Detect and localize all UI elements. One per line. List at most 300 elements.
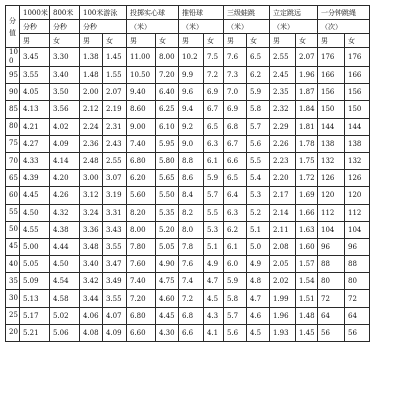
- score-value: [6, 273, 20, 290]
- table-cell: 5.60: [127, 187, 156, 204]
- table-cell: 3.56: [50, 101, 80, 118]
- gender-label: 女: [156, 34, 179, 48]
- table-cell: 1.38: [80, 48, 103, 67]
- score-value: [6, 152, 20, 169]
- table-cell: 4.75: [156, 273, 179, 290]
- score-value: [6, 221, 20, 238]
- table-cell: 1.45: [296, 324, 318, 341]
- table-cell: 5.02: [50, 307, 80, 324]
- table-cell: 176: [345, 48, 370, 67]
- item-name-standing-long-jump: 立定跳远: [270, 6, 318, 20]
- table-row: [6, 307, 370, 324]
- table-cell: 1.55: [103, 67, 127, 84]
- table-cell: 5.20: [156, 221, 179, 238]
- table-cell: 5.4: [247, 170, 270, 187]
- table-cell: 1.81: [296, 118, 318, 135]
- score-value-part: 25: [9, 311, 18, 320]
- table-cell: 2.19: [103, 101, 127, 118]
- gender-label: 男: [127, 34, 156, 48]
- table-cell: 120: [345, 187, 370, 204]
- table-cell: 5.2: [247, 204, 270, 221]
- score-value-part: 60: [9, 190, 18, 199]
- item-unit-triple-frog-jump: （米）: [224, 20, 270, 34]
- table-cell: 6.3: [204, 135, 224, 152]
- table-cell: 4.44: [50, 238, 80, 255]
- score-table: [5, 5, 370, 342]
- table-cell: 6.25: [156, 101, 179, 118]
- score-value-part: 55: [9, 208, 18, 217]
- table-cell: 156: [318, 84, 345, 101]
- score-value-part: 20: [9, 328, 18, 337]
- gender-label: 男: [224, 34, 247, 48]
- score-value-part: 0: [9, 57, 14, 65]
- table-cell: 1.72: [296, 170, 318, 187]
- score-value: [6, 170, 20, 187]
- table-cell: 7.40: [127, 135, 156, 152]
- table-cell: 4.8: [247, 273, 270, 290]
- score-value-part: 50: [9, 225, 18, 234]
- table-cell: 1.66: [296, 204, 318, 221]
- table-cell: 10.2: [179, 48, 204, 67]
- score-value: [6, 118, 20, 135]
- score-value-part: 80: [9, 122, 18, 131]
- table-cell: 7.0: [224, 84, 247, 101]
- table-cell: 8.8: [179, 152, 204, 169]
- table-cell: 6.5: [224, 170, 247, 187]
- table-cell: 4.39: [20, 170, 50, 187]
- table-cell: 1.96: [270, 307, 296, 324]
- score-value: [6, 307, 20, 324]
- score-value-part: 70: [9, 156, 18, 165]
- table-cell: 7.20: [156, 67, 179, 84]
- table-cell: 2.26: [270, 135, 296, 152]
- table-cell: 5.9: [224, 273, 247, 290]
- table-cell: 7.3: [224, 67, 247, 84]
- item-name-shot-put: 推铅球: [179, 6, 224, 20]
- table-cell: 6.9: [204, 84, 224, 101]
- table-cell: 3.19: [103, 187, 127, 204]
- table-cell: 2.43: [103, 135, 127, 152]
- table-cell: 2.31: [103, 118, 127, 135]
- table-cell: 9.2: [179, 118, 204, 135]
- table-cell: 56: [345, 324, 370, 341]
- table-cell: 7.60: [127, 256, 156, 273]
- table-cell: 4.08: [80, 324, 103, 341]
- table-cell: 4.58: [50, 290, 80, 307]
- table-cell: 9.4: [179, 101, 204, 118]
- table-cell: 5.95: [156, 135, 179, 152]
- table-cell: 6.4: [224, 187, 247, 204]
- score-label-char: 值: [9, 28, 16, 37]
- table-cell: 7.6: [224, 48, 247, 67]
- table-cell: 8.00: [156, 48, 179, 67]
- score-value: [6, 48, 20, 67]
- table-cell: 1.75: [296, 152, 318, 169]
- table-cell: 3.31: [103, 204, 127, 221]
- table-cell: 4.07: [103, 307, 127, 324]
- table-cell: 9.6: [179, 84, 204, 101]
- table-body: [6, 48, 370, 342]
- table-cell: 64: [345, 307, 370, 324]
- table-row: [6, 152, 370, 169]
- table-cell: 4.02: [50, 118, 80, 135]
- item-unit-100m-swim: 分秒: [80, 20, 127, 34]
- table-cell: 4.7: [247, 290, 270, 307]
- table-cell: 5.05: [156, 238, 179, 255]
- table-cell: 5.13: [20, 290, 50, 307]
- table-cell: 176: [318, 48, 345, 67]
- table-cell: 2.55: [103, 152, 127, 169]
- table-cell: 2.05: [270, 256, 296, 273]
- table-cell: 8.2: [179, 204, 204, 221]
- table-cell: 2.07: [103, 84, 127, 101]
- item-unit-800m: 分秒: [50, 20, 80, 34]
- table-cell: 3.07: [103, 170, 127, 187]
- table-cell: 3.36: [80, 221, 103, 238]
- table-cell: 5.00: [20, 238, 50, 255]
- table-cell: 6.6: [179, 324, 204, 341]
- table-cell: 4.45: [156, 307, 179, 324]
- table-cell: 4.9: [204, 256, 224, 273]
- item-unit-1000m: 分秒: [20, 20, 50, 34]
- item-unit-standing-long-jump: （米）: [270, 20, 318, 34]
- table-cell: 4.55: [20, 221, 50, 238]
- table-cell: 2.08: [270, 238, 296, 255]
- table-cell: 3.44: [80, 290, 103, 307]
- table-row: [6, 324, 370, 341]
- table-cell: 1.48: [80, 67, 103, 84]
- table-cell: 5.6: [224, 324, 247, 341]
- table-cell: 2.17: [270, 187, 296, 204]
- table-cell: 5.09: [20, 273, 50, 290]
- item-name-100m-swim: 100米游泳: [80, 6, 127, 20]
- table-cell: 80: [318, 273, 345, 290]
- table-cell: 6.8: [224, 118, 247, 135]
- gender-label: 男: [270, 34, 296, 48]
- table-cell: 4.38: [50, 221, 80, 238]
- table-cell: 8.60: [127, 101, 156, 118]
- gender-label: 女: [296, 34, 318, 48]
- table-cell: 6.0: [224, 256, 247, 273]
- table-cell: 6.5: [204, 118, 224, 135]
- item-name-medicine-ball: 投掷实心球: [127, 6, 179, 20]
- table-cell: 4.06: [80, 307, 103, 324]
- table-cell: 8.00: [127, 221, 156, 238]
- table-cell: 96: [345, 238, 370, 255]
- table-cell: 4.05: [20, 84, 50, 101]
- table-cell: 6.1: [224, 238, 247, 255]
- table-cell: 104: [318, 221, 345, 238]
- table-cell: 2.35: [270, 84, 296, 101]
- score-value-part: 45: [9, 242, 18, 251]
- table-cell: 3.42: [80, 273, 103, 290]
- table-cell: 64: [318, 307, 345, 324]
- table-cell: 4.5: [247, 324, 270, 341]
- table-cell: 3.49: [103, 273, 127, 290]
- table-cell: 5.1: [204, 238, 224, 255]
- table-cell: 7.4: [179, 273, 204, 290]
- table-cell: 80: [345, 273, 370, 290]
- table-cell: 4.50: [20, 204, 50, 221]
- score-label-char: 分: [9, 16, 16, 25]
- table-cell: 7.80: [127, 238, 156, 255]
- gender-label: 女: [50, 34, 80, 48]
- table-cell: 3.12: [80, 187, 103, 204]
- table-cell: 7.5: [204, 48, 224, 67]
- table-cell: 1.96: [296, 67, 318, 84]
- score-value-part: 35: [9, 276, 18, 285]
- table-cell: 8.0: [179, 221, 204, 238]
- table-cell: 3.50: [50, 84, 80, 101]
- table-cell: 2.00: [80, 84, 103, 101]
- item-unit-rope-skipping: （次）: [318, 20, 370, 34]
- gender-label: 男: [318, 34, 345, 48]
- table-cell: 4.32: [50, 204, 80, 221]
- table-cell: 8.4: [179, 187, 204, 204]
- table-cell: 156: [345, 84, 370, 101]
- table-cell: 144: [345, 118, 370, 135]
- table-cell: 1.99: [270, 290, 296, 307]
- table-cell: 4.50: [50, 256, 80, 273]
- score-value: [6, 135, 20, 152]
- table-cell: 5.7: [224, 307, 247, 324]
- table-cell: 4.6: [247, 307, 270, 324]
- table-row: [6, 273, 370, 290]
- table-cell: 5.0: [247, 238, 270, 255]
- item-name-1000m: 1000米: [20, 6, 50, 20]
- table-cell: 5.05: [20, 256, 50, 273]
- table-cell: 2.07: [296, 48, 318, 67]
- table-cell: 72: [318, 290, 345, 307]
- table-row: [6, 101, 370, 118]
- table-row: [6, 118, 370, 135]
- gender-label: 女: [345, 34, 370, 48]
- table-cell: 7.6: [179, 256, 204, 273]
- table-cell: 4.3: [204, 307, 224, 324]
- table-cell: 6.40: [156, 84, 179, 101]
- score-value-part: 95: [9, 70, 18, 79]
- table-cell: 112: [345, 204, 370, 221]
- gender-label: 男: [20, 34, 50, 48]
- table-cell: 6.6: [224, 152, 247, 169]
- table-cell: 4.30: [156, 324, 179, 341]
- table-row: [6, 256, 370, 273]
- table-cell: 132: [345, 152, 370, 169]
- table-row: [6, 170, 370, 187]
- table-cell: 5.7: [247, 118, 270, 135]
- table-cell: 3.47: [103, 256, 127, 273]
- table-cell: 3.24: [80, 204, 103, 221]
- table-cell: 5.7: [204, 187, 224, 204]
- score-value-part: 10: [9, 48, 18, 56]
- table-row: [6, 290, 370, 307]
- table-cell: 150: [345, 101, 370, 118]
- table-cell: 1.60: [296, 238, 318, 255]
- table-cell: 1.78: [296, 135, 318, 152]
- table-cell: 3.30: [50, 48, 80, 67]
- score-value-part: 85: [9, 104, 18, 113]
- table-cell: 4.13: [20, 101, 50, 118]
- table-cell: 3.55: [103, 290, 127, 307]
- table-cell: 7.8: [179, 238, 204, 255]
- table-cell: 2.02: [270, 273, 296, 290]
- table-cell: 5.1: [247, 221, 270, 238]
- score-value-part: 75: [9, 139, 18, 148]
- score-column-header: [6, 6, 20, 48]
- table-cell: 5.65: [156, 170, 179, 187]
- table-cell: 138: [345, 135, 370, 152]
- table-cell: 3.40: [50, 67, 80, 84]
- table-row: [6, 204, 370, 221]
- table-cell: 5.3: [247, 187, 270, 204]
- table-cell: 6.2: [247, 67, 270, 84]
- table-cell: 6.2: [224, 221, 247, 238]
- table-cell: 120: [318, 187, 345, 204]
- table-cell: 2.11: [270, 221, 296, 238]
- table-cell: 72: [345, 290, 370, 307]
- table-cell: 4.27: [20, 135, 50, 152]
- table-cell: 11.00: [127, 48, 156, 67]
- table-cell: 96: [318, 238, 345, 255]
- score-value-part: 90: [9, 87, 18, 96]
- table-cell: 3.43: [103, 221, 127, 238]
- table-row: [6, 187, 370, 204]
- item-name-800m: 800米: [50, 6, 80, 20]
- table-cell: 7.2: [204, 67, 224, 84]
- gender-label: 男: [179, 34, 204, 48]
- table-cell: 5.3: [204, 221, 224, 238]
- table-cell: 9.00: [127, 118, 156, 135]
- table-cell: 126: [318, 170, 345, 187]
- table-cell: 166: [318, 67, 345, 84]
- table-row: [6, 67, 370, 84]
- table-cell: 7.2: [179, 290, 204, 307]
- table-cell: 3.45: [20, 48, 50, 67]
- table-cell: 5.5: [247, 152, 270, 169]
- table-cell: 6.9: [224, 101, 247, 118]
- table-cell: 2.14: [270, 204, 296, 221]
- table-cell: 2.24: [80, 118, 103, 135]
- table-cell: 2.45: [270, 67, 296, 84]
- table-cell: 1.87: [296, 84, 318, 101]
- table-cell: 4.5: [204, 290, 224, 307]
- score-value: [6, 324, 20, 341]
- table-cell: 4.60: [156, 290, 179, 307]
- item-unit-shot-put: （米）: [179, 20, 224, 34]
- table-cell: 5.50: [156, 187, 179, 204]
- table-cell: 7.20: [127, 290, 156, 307]
- gender-label: 女: [247, 34, 270, 48]
- score-value: [6, 187, 20, 204]
- table-cell: 126: [345, 170, 370, 187]
- table-cell: 3.55: [20, 67, 50, 84]
- table-cell: 6.8: [179, 307, 204, 324]
- table-cell: 1.57: [296, 256, 318, 273]
- table-cell: 9.40: [127, 84, 156, 101]
- table-cell: 5.9: [204, 170, 224, 187]
- score-value: [6, 256, 20, 273]
- table-cell: 8.6: [179, 170, 204, 187]
- table-cell: 112: [318, 204, 345, 221]
- table-cell: 3.55: [103, 238, 127, 255]
- table-cell: 3.40: [80, 256, 103, 273]
- table-cell: 6.7: [224, 135, 247, 152]
- table-cell: 4.54: [50, 273, 80, 290]
- gender-label: 女: [103, 34, 127, 48]
- item-name-rope-skipping: 一分钟跳绳: [318, 6, 370, 20]
- table-cell: 5.6: [247, 135, 270, 152]
- table-cell: 4.90: [156, 256, 179, 273]
- table-cell: 4.21: [20, 118, 50, 135]
- table-cell: 132: [318, 152, 345, 169]
- table-cell: 6.80: [127, 307, 156, 324]
- table-cell: 1.45: [103, 48, 127, 67]
- table-cell: 2.23: [270, 152, 296, 169]
- table-cell: 1.93: [270, 324, 296, 341]
- table-header: [6, 6, 370, 48]
- table-cell: 56: [318, 324, 345, 341]
- table-cell: 2.48: [80, 152, 103, 169]
- table-cell: 1.48: [296, 307, 318, 324]
- score-value-part: 30: [9, 294, 18, 303]
- table-cell: 2.29: [270, 118, 296, 135]
- gender-label: 男: [80, 34, 103, 48]
- table-cell: 5.9: [247, 84, 270, 101]
- table-row: [6, 135, 370, 152]
- table-cell: 138: [318, 135, 345, 152]
- table-cell: 6.10: [156, 118, 179, 135]
- table-cell: 4.20: [50, 170, 80, 187]
- table-cell: 3.48: [80, 238, 103, 255]
- table-cell: 5.06: [50, 324, 80, 341]
- table-cell: 1.54: [296, 273, 318, 290]
- table-cell: 88: [318, 256, 345, 273]
- table-cell: 5.8: [247, 101, 270, 118]
- table-cell: 4.45: [20, 187, 50, 204]
- table-cell: 2.32: [270, 101, 296, 118]
- table-cell: 104: [345, 221, 370, 238]
- table-cell: 5.8: [224, 290, 247, 307]
- score-value: [6, 101, 20, 118]
- table-cell: 4.7: [204, 273, 224, 290]
- table-cell: 1.84: [296, 101, 318, 118]
- score-value: [6, 204, 20, 221]
- table-cell: 4.14: [50, 152, 80, 169]
- table-cell: 6.7: [204, 101, 224, 118]
- table-cell: 5.35: [156, 204, 179, 221]
- table-cell: 3.00: [80, 170, 103, 187]
- table-cell: 9.0: [179, 135, 204, 152]
- table-cell: 5.21: [20, 324, 50, 341]
- score-value: [6, 67, 20, 84]
- table-cell: 6.60: [127, 324, 156, 341]
- table-cell: 4.09: [50, 135, 80, 152]
- table-cell: 5.17: [20, 307, 50, 324]
- table-cell: 7.40: [127, 273, 156, 290]
- table-cell: 4.09: [103, 324, 127, 341]
- table-cell: 4.33: [20, 152, 50, 169]
- table-cell: 1.51: [296, 290, 318, 307]
- table-cell: 9.9: [179, 67, 204, 84]
- table-cell: 5.5: [204, 204, 224, 221]
- table-row: [6, 84, 370, 101]
- table-cell: 144: [318, 118, 345, 135]
- table-row: [6, 238, 370, 255]
- table-cell: 5.80: [156, 152, 179, 169]
- table-cell: 166: [345, 67, 370, 84]
- table-cell: 8.20: [127, 204, 156, 221]
- score-value-part: 40: [9, 259, 18, 268]
